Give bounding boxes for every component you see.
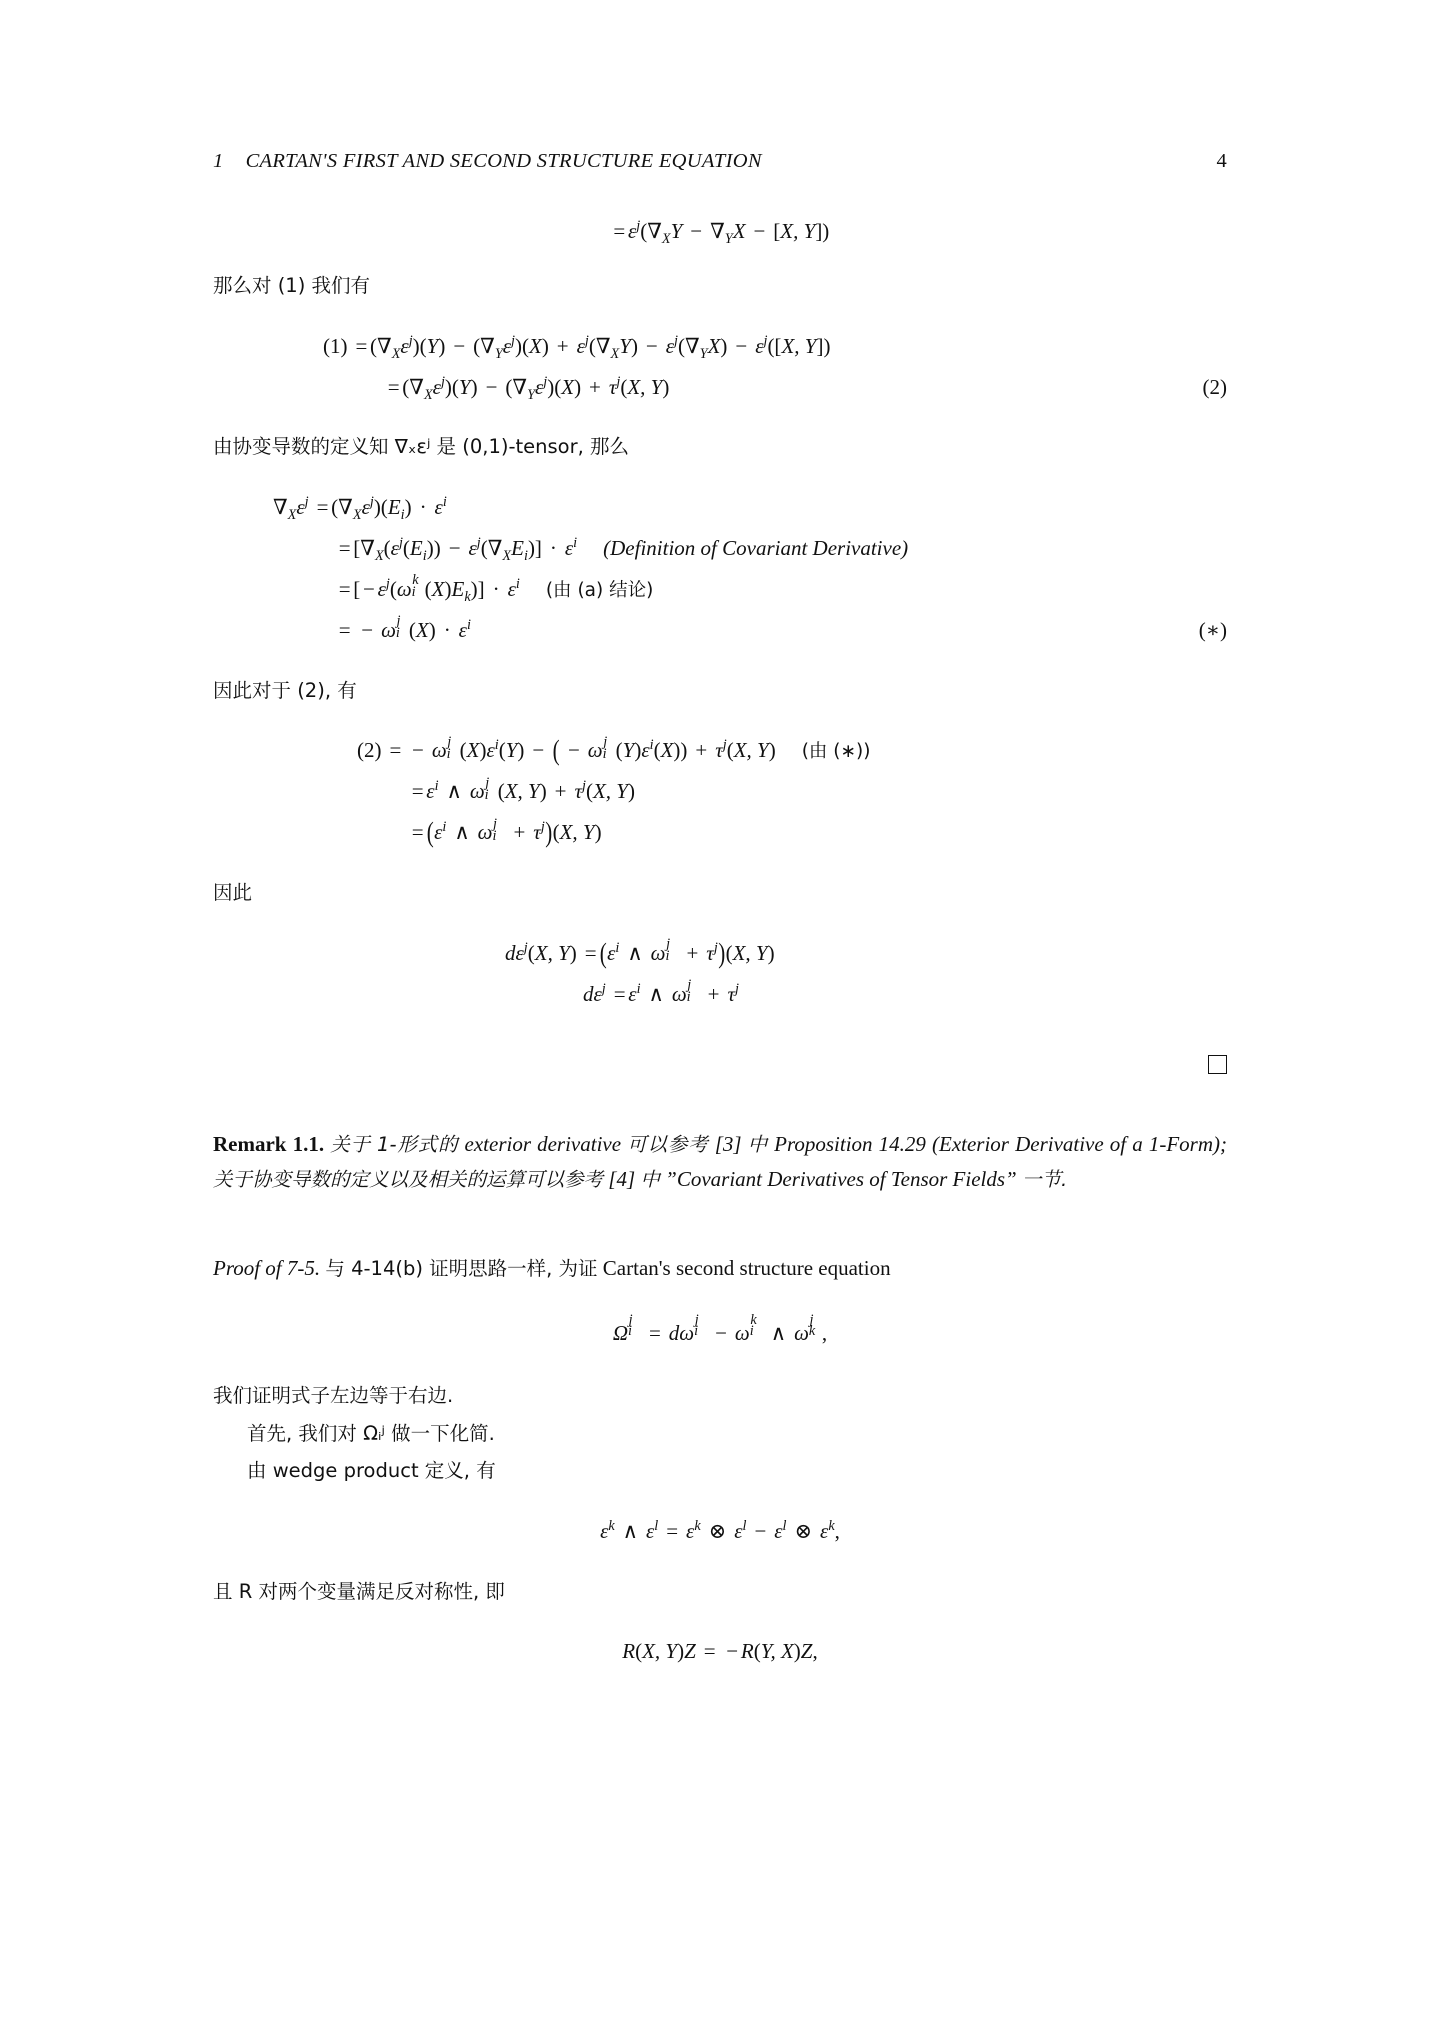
text-line-tensor: 由协变导数的定义知 ∇ₓεʲ 是 (0,1)-tensor, 那么 (213, 435, 630, 459)
remark-text-1: 关于 (330, 1132, 371, 1156)
text-prove-lhs-rhs: 我们证明式子左边等于右边. (213, 1384, 454, 1408)
remark-text-3: exterior derivative (464, 1131, 622, 1156)
equation-group-2expand (213, 730, 1227, 853)
text-line-therefore: 因此 (213, 881, 253, 905)
nabla-rhs-4: = − ω i j $(X) \cdot \varepsilon^i$ (338, 613, 471, 642)
page-content (213, 150, 1227, 1696)
text-line-therefore-2: 因此对于 (2), 有 (213, 678, 357, 702)
equation-row-nabla-1 (213, 487, 1227, 528)
nabla-lhs: $\nabla_X\varepsilon^j$ (273, 494, 309, 524)
equation-row-2 (213, 367, 1227, 408)
equation-row-2expand-1 (213, 730, 1227, 771)
eq2expand-lhs: (2) (357, 738, 382, 763)
remark-label: Remark 1.1. (213, 1131, 325, 1156)
equation-top (213, 218, 1227, 248)
nabla-rhs-3: = [ − $\varepsilon^j(\omega$ i k $(X)E_k)] \cdot \varepsilon^i$ (338, 572, 520, 606)
equation-row-2expand-3 (213, 812, 1227, 853)
equation-top-body: = $\varepsilon^j(\nabla_XY - \nabla_YX - [X$, Y]) (613, 218, 830, 248)
note-from-a: (由 (a) 结论) (545, 579, 654, 601)
text-first-simplify: 首先, 我们对 Ωᵢʲ 做一下化简. (247, 1421, 495, 1445)
remark-text-10: 中 (640, 1167, 660, 1191)
equation-r-antisymmetry-body: R(X, Y)Z = − R(Y, X)Z, (622, 1639, 818, 1664)
proof-paragraph (213, 1251, 1227, 1285)
nabla-rhs-2: = $[\nabla_X(\varepsilon^j(E_i)) - \varepsilon^j(\nabla_XE_i)] \cdot \varepsilon^i$ (338, 534, 578, 565)
remark-text-8: 关于协变导数的定义以及相关的运算可以参考 (213, 1167, 604, 1191)
eq2expand-rhs-2: = $\varepsilon^i$ ∧ ω i j (X, $Y) + \tau^j(X$, Y) (411, 774, 635, 804)
qed-line (213, 1055, 1227, 1091)
depsilon-lhs-1: $d\varepsilon^j(X$, Y) (505, 939, 577, 965)
text-line-after-top: 那么对 (1) 我们有 (213, 274, 371, 297)
running-head-title: CARTAN'S FIRST AND SECOND STRUCTURE EQUATION (245, 150, 762, 172)
equation-wedge-body: $\varepsilon^k$ ∧ $\varepsilon^l = \varepsilon^k$ ⊗ $\varepsilon^l - \varepsilon^l$ ⊗ $\varepsilon^k$, (600, 1517, 840, 1543)
depsilon-rhs-2: = $\varepsilon^i$ ∧ ω i j + $\tau^j$ (613, 977, 739, 1006)
running-head (213, 150, 1227, 173)
remark-text-2: 1-形式的 (377, 1132, 459, 1156)
remark-paragraph (213, 1127, 1227, 1198)
equation-row-depsilon-1 (213, 933, 1227, 974)
text-wedge-def: 由 wedge product 定义, 有 (247, 1459, 496, 1483)
equation-2-rhs: = $(\nabla_X\varepsilon^j)(Y) - (\nabla_Y\varepsilon^j)(X) + \tau^j(X$, Y) (387, 373, 670, 403)
equation-row-1 (213, 326, 1227, 367)
qed-box-icon (1208, 1055, 1227, 1074)
equation-group-depsilon (213, 933, 1227, 1015)
eq2expand-rhs-3: = ($\varepsilon^i$ ∧ ω i j + $\tau^j)(X$, Y) (411, 815, 602, 849)
equation-r-antisymmetry (213, 1639, 1227, 1664)
equation-row-nabla-2 (213, 528, 1227, 569)
depsilon-rhs-1: = ($\varepsilon^i$ ∧ ω i j + $\tau^j)(X$, Y) (584, 936, 775, 969)
equation-group-1 (213, 326, 1227, 408)
note-definition-covariant-derivative: (Definition of Covariant Derivative) (603, 535, 909, 560)
depsilon-lhs-2: $d\varepsilon^j$ (583, 980, 606, 1006)
running-head-section-number: 1 (213, 150, 224, 172)
equation-tag-2: (2) (1202, 374, 1227, 399)
equation-omega (213, 1311, 1227, 1346)
nabla-rhs-1: = $(\nabla_X\varepsilon^j)(E_i) \cdot \varepsilon^i$ (316, 494, 447, 524)
equation-1-rhs: = $(\nabla_X\varepsilon^j)(Y) - (\nabla_Y\varepsilon^j)(X) + \varepsilon^j(\nabla_XY) - \varepsilon^j(\nabla_YX) - \varepsilon^j([X$, Y]) (355, 332, 831, 362)
text-antisymmetry: 且 R 对两个变量满足反对称性, 即 (213, 1579, 505, 1603)
equation-wedge (213, 1519, 1227, 1544)
equation-row-2expand-2 (213, 771, 1227, 812)
remark-text-4: 可以参考 (627, 1132, 709, 1156)
remark-text-7: Proposition 14.29 (Exterior Derivative of a 1-Form); (774, 1131, 1227, 1156)
proof-label: Proof of 7-5. (213, 1256, 321, 1281)
remark-text-6: 中 (747, 1132, 769, 1156)
running-head-left (213, 150, 762, 173)
note-from-star: (由 (∗)) (801, 741, 871, 763)
remark-text-11: ”Covariant Derivatives of Tensor Fields” (665, 1166, 1017, 1191)
remark-text-12: 一节. (1021, 1167, 1068, 1191)
proof-text-2: Cartan's second structure equation (602, 1256, 891, 1281)
page-number: 4 (1216, 150, 1227, 172)
equation-row-nabla-3 (213, 569, 1227, 610)
equation-1-lhs: (1) (323, 333, 348, 358)
equation-tag-star: (∗) (1198, 617, 1227, 642)
proof-text-1: 与 4-14(b) 证明思路一样, 为证 (325, 1257, 598, 1281)
remark-ref-3: [3] (714, 1131, 742, 1156)
remark-ref-4: [4] (608, 1166, 636, 1191)
equation-group-nabla (213, 487, 1227, 651)
equation-row-nabla-4 (213, 610, 1227, 651)
eq2expand-rhs-1: = − ω i j $(X)\varepsilon^i(Y)$ − ( − ω i j $(Y)\varepsilon^i(X)) + \tau^j(X$, Y) (389, 733, 776, 767)
equation-omega-body: Ω i j = dω i j − ω i k ∧ ω k j , (612, 1311, 828, 1346)
